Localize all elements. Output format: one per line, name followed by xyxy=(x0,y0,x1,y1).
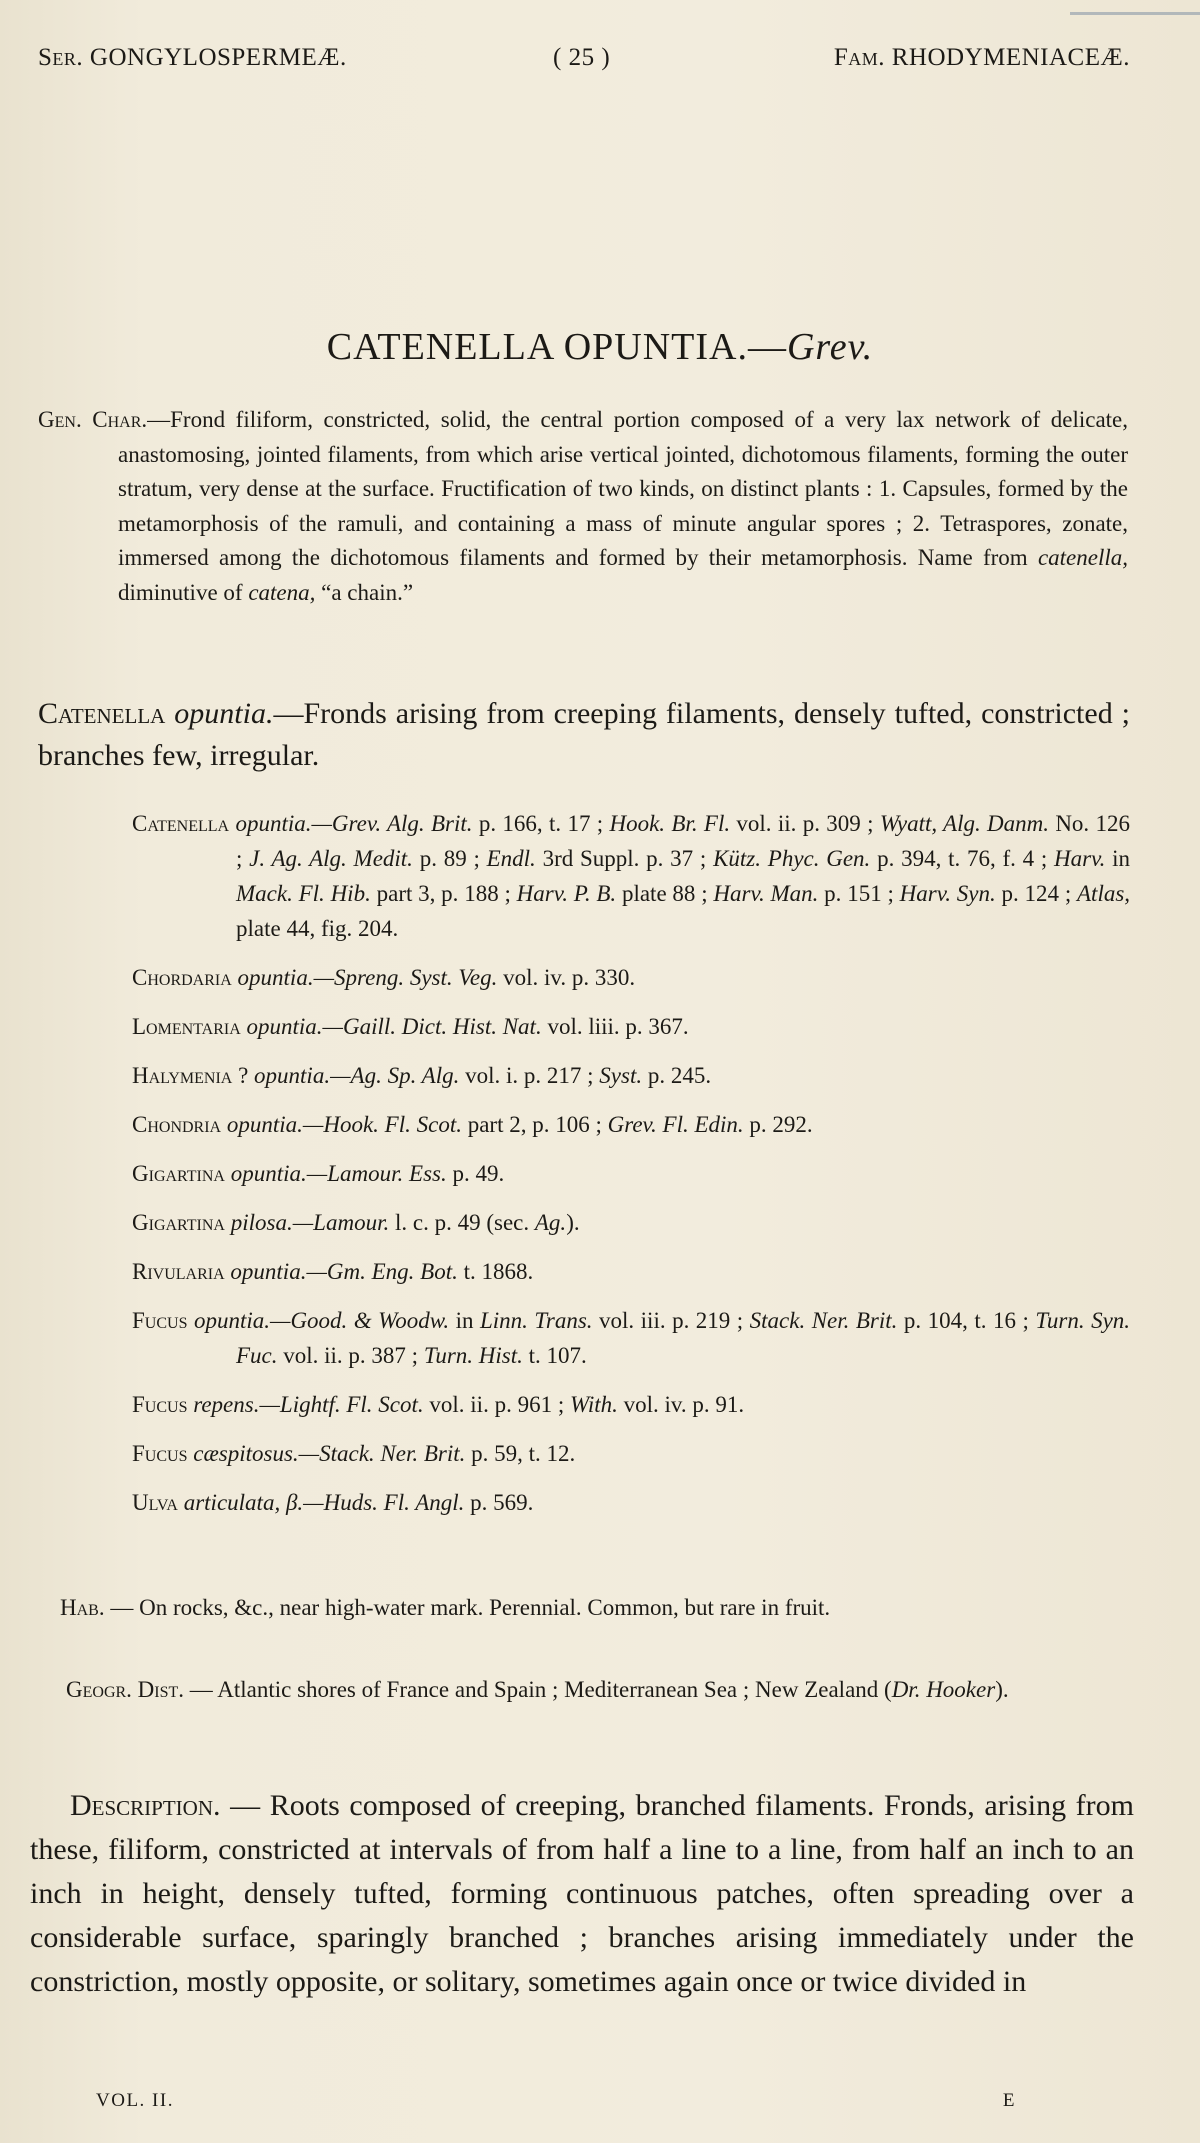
synonym-citation-ref: No. 126 ; xyxy=(236,811,1130,871)
synonym-citation-ref: ). xyxy=(566,1210,580,1235)
synonym-citation-work: Harv. Man. xyxy=(713,881,819,906)
synonym-citation-work: —Spreng. Syst. Veg. xyxy=(313,965,498,990)
synonym-entry xyxy=(38,1436,1130,1471)
synonym-entry xyxy=(38,1058,1130,1093)
synonym-citation-work: Grev. Fl. Edin. xyxy=(607,1112,744,1137)
volume-label: VOL. II. xyxy=(96,2090,174,2111)
synonym-citation-ref: p. 245. xyxy=(642,1063,712,1088)
generic-character xyxy=(38,403,1128,610)
synonym-citation-work: Ag. xyxy=(534,1210,567,1235)
synonym-citation-work: —Ag. Sp. Alg. xyxy=(330,1063,460,1088)
synonym-citation-work: Linn. Trans. xyxy=(479,1308,593,1333)
geogr-label: Geogr. Dist. xyxy=(66,1677,185,1702)
synonym-citation-work: Turn. Syn. Fuc. xyxy=(236,1308,1131,1368)
synonym-citation-work: J. Ag. Alg. Medit. xyxy=(249,846,413,871)
synonym-genus: Fucus xyxy=(132,1308,188,1333)
synonym-citation-ref: 3rd Suppl. p. 37 ; xyxy=(535,846,714,871)
synonym-citation-ref: vol. liii. p. 367. xyxy=(541,1014,689,1039)
synonym-genus: Ulva xyxy=(132,1490,178,1515)
species-diagnosis xyxy=(38,693,1130,777)
habitat-label: Hab. xyxy=(60,1595,105,1620)
synonym-citation-work: —Lamour. xyxy=(292,1210,390,1235)
synonym-citation-ref: p. 89 ; xyxy=(412,846,487,871)
synonymy-list xyxy=(38,806,1130,1534)
synonym-entry xyxy=(38,1303,1130,1373)
synonym-citation-work: —Gaill. Dict. Hist. Nat. xyxy=(322,1014,542,1039)
synonym-citation-work: Hook. Br. Fl. xyxy=(609,811,731,836)
synonym-citation-work: Wyatt, Alg. Danm. xyxy=(879,811,1049,836)
synonym-epithet: opuntia. xyxy=(193,1308,270,1333)
page-edge-mark xyxy=(1070,0,1200,15)
synonym-citation-ref: p. 151 ; xyxy=(818,881,900,906)
synonym-citation-work: Mack. Fl. Hib. xyxy=(236,881,371,906)
synonym-citation-ref: p. 292. xyxy=(743,1112,813,1137)
synonym-epithet: opuntia. xyxy=(237,965,314,990)
synonym-citation-ref: t. 107. xyxy=(522,1343,587,1368)
synonym-citation-ref: plate 88 ; xyxy=(616,881,714,906)
synonym-citation-work: Stack. Ner. Brit. xyxy=(749,1308,898,1333)
page-number: ( 25 ) xyxy=(553,44,611,71)
synonym-epithet: opuntia. xyxy=(235,811,312,836)
synonym-epithet: opuntia. xyxy=(246,1014,323,1039)
synonym-citation-work: Turn. Hist. xyxy=(423,1343,523,1368)
signature-mark: E xyxy=(1002,2090,1016,2111)
synonym-entry xyxy=(38,806,1130,946)
synonym-citation-ref: l. c. p. 49 (sec. xyxy=(389,1210,535,1235)
synonym-citation-ref: p. 49. xyxy=(446,1161,505,1186)
synonym-citation-ref: p. 59, t. 12. xyxy=(465,1441,576,1466)
synonym-genus: Chordaria xyxy=(132,965,232,990)
title-authority: Grev. xyxy=(786,326,874,368)
synonym-citation-work: Harv. xyxy=(1054,846,1106,871)
synonym-epithet: opuntia. xyxy=(254,1063,331,1088)
synonym-citation-ref: t. 1868. xyxy=(457,1259,534,1284)
synonym-genus: Lomentaria xyxy=(132,1014,241,1039)
geogr-end: ). xyxy=(995,1677,1009,1702)
gen-char-end: “a chain.” xyxy=(315,579,414,605)
synonym-citation-work: —Hook. Fl. Scot. xyxy=(302,1112,462,1137)
synonym-entry xyxy=(38,1009,1130,1044)
synonym-genus: Rivularia xyxy=(132,1259,225,1284)
synonym-citation-ref: vol. iii. p. 219 ; xyxy=(592,1308,750,1333)
synonym-citation-ref: vol. i. p. 217 ; xyxy=(459,1063,600,1088)
gen-char-mid: diminutive of xyxy=(118,579,249,605)
synonym-citation-work: —Gm. Eng. Bot. xyxy=(306,1259,458,1284)
synonym-genus: Fucus xyxy=(132,1392,188,1417)
synonym-citation-work: —Stack. Ner. Brit. xyxy=(298,1441,466,1466)
species-genus: Catenella xyxy=(38,697,166,730)
synonym-citation-work: —Lightf. Fl. Scot. xyxy=(259,1392,424,1417)
synonym-genus: Gigartina xyxy=(132,1161,225,1186)
synonym-citation-ref: p. 104, t. 16 ; xyxy=(897,1308,1036,1333)
synonym-genus: Catenella xyxy=(132,811,230,836)
species-title xyxy=(0,325,1200,369)
synonym-citation-work: —Lamour. Ess. xyxy=(306,1161,447,1186)
synonym-citation-ref: part 2, p. 106 ; xyxy=(461,1112,608,1137)
synonym-citation-work: Harv. Syn. xyxy=(899,881,996,906)
running-head-family: Fam. RHODYMENIACEÆ. xyxy=(833,44,1130,71)
synonym-entry xyxy=(38,1156,1130,1191)
synonym-entry xyxy=(38,1107,1130,1142)
synonym-citation-ref: in xyxy=(449,1308,480,1333)
synonym-epithet: opuntia. xyxy=(230,1161,307,1186)
gen-char-text: —Frond filiform, constricted, solid, the central portion composed of a very lax network of delicate, anastomosing, jointed filaments, from which arise vertical jointed, dichotomous filaments, forming the outer stratum, very dense at the surface. Fructification of two kinds, on distinct plants : 1. Capsules, formed by the metamorphosis of the ramuli, and containing a mass of minute angular spores ; 2. Tetraspores, zonate, immersed among the dichotomous filaments and formed by their metamorphosis. Name from xyxy=(118,407,1128,570)
habitat xyxy=(30,1590,1130,1625)
synonym-genus: Gigartina xyxy=(132,1210,225,1235)
synonym-citation-work: Endl. xyxy=(486,846,536,871)
habitat-text: — On rocks, &c., near high-water mark. Perennial. Common, but rare in fruit. xyxy=(104,1595,831,1620)
synonym-genus: Chondria xyxy=(132,1112,222,1137)
synonym-citation-ref: vol. ii. p. 309 ; xyxy=(730,811,880,836)
synonym-epithet: opuntia. xyxy=(230,1259,307,1284)
synonym-epithet: cæspitosus. xyxy=(193,1441,299,1466)
synonym-citation-ref: vol. iv. p. 330. xyxy=(497,965,636,990)
synonym-epithet: articulata, β. xyxy=(183,1490,304,1515)
geogr-text: — Atlantic shores of France and Spain ; Mediterranean Sea ; New Zealand ( xyxy=(184,1677,892,1702)
synonym-citation-ref: part 3, p. 188 ; xyxy=(370,881,517,906)
synonym-epithet: repens. xyxy=(193,1392,260,1417)
gen-char-label: Gen. Char. xyxy=(38,407,148,432)
synonym-citation-ref: p. 569. xyxy=(464,1490,534,1515)
synonym-citation-ref: vol. ii. p. 961 ; xyxy=(423,1392,570,1417)
synonym-citation-work: Syst. xyxy=(599,1063,643,1088)
synonym-entry xyxy=(38,1485,1130,1520)
synonym-genus: Halymenia ? xyxy=(132,1063,249,1088)
description-text: — Roots composed of creeping, branched filaments. Fronds, arising from these, filiform, constricted at intervals of from half a line to a line, from half an inch to an inch in height, densely tufted, forming continuous patches, often spreading over a considerable surface, sparingly branched ; branches arising immediately under the constriction, mostly opposite, or solitary, sometimes again once or twice divided in xyxy=(30,1789,1134,1998)
synonym-entry xyxy=(38,1387,1130,1422)
synonym-epithet: pilosa. xyxy=(230,1210,293,1235)
synonym-epithet: opuntia. xyxy=(226,1112,303,1137)
synonym-entry xyxy=(38,1205,1130,1240)
synonym-citation-work: Harv. P. B. xyxy=(516,881,617,906)
description xyxy=(30,1784,1134,2004)
synonym-citation-ref: in xyxy=(1105,846,1131,871)
synonym-citation-work: With. xyxy=(569,1392,618,1417)
running-head xyxy=(38,44,1130,84)
synonym-citation-work: Kütz. Phyc. Gen. xyxy=(713,846,871,871)
synonym-citation-work: —Good. & Woodw. xyxy=(270,1308,450,1333)
description-label: Description. xyxy=(70,1789,221,1822)
synonym-entry xyxy=(38,960,1130,995)
geogr-ref: Dr. Hooker xyxy=(891,1677,996,1702)
synonym-citation-work: —Grev. Alg. Brit. xyxy=(311,811,473,836)
synonym-citation-ref: p. 166, t. 17 ; xyxy=(472,811,610,836)
species-epithet: opuntia. xyxy=(174,697,274,730)
synonym-entry xyxy=(38,1254,1130,1289)
synonym-citation-work: —Huds. Fl. Angl. xyxy=(303,1490,465,1515)
synonym-citation-ref: p. 394, t. 76, f. 4 ; xyxy=(870,846,1055,871)
synonym-citation-ref: plate 44, fig. 204. xyxy=(236,916,399,941)
synonym-genus: Fucus xyxy=(132,1441,188,1466)
title-name: CATENELLA OPUNTIA.— xyxy=(326,326,787,368)
gen-char-word-catenella: catenella, xyxy=(1037,545,1128,570)
running-head-series: Ser. GONGYLOSPERMEÆ. xyxy=(38,44,347,71)
species-diagnosis-text: —Fronds arising from creeping filaments, densely tufted, constricted ; branches few, irregular. xyxy=(38,697,1130,772)
page-footer xyxy=(96,2090,1016,2112)
geographic-distribution xyxy=(30,1672,1130,1707)
synonym-citation-ref: vol. iv. p. 91. xyxy=(617,1392,745,1417)
gen-char-word-catena: catena, xyxy=(248,579,316,605)
synonym-citation-ref: vol. ii. p. 387 ; xyxy=(277,1343,424,1368)
synonym-citation-work: Atlas, xyxy=(1077,881,1131,906)
synonym-citation-ref: p. 124 ; xyxy=(995,881,1077,906)
